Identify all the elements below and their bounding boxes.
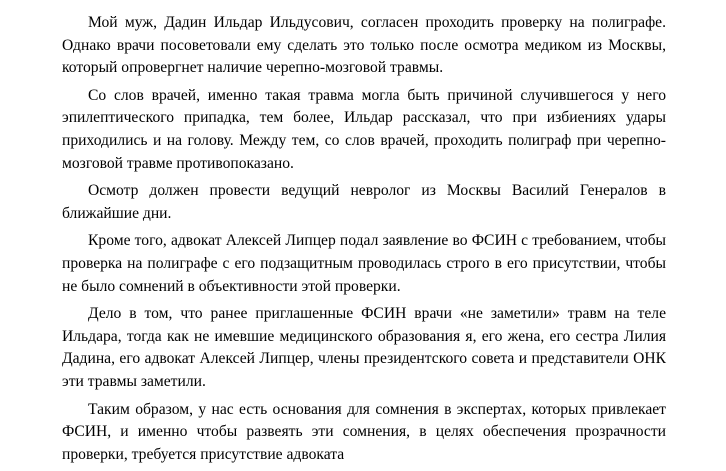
paragraph-1: Мой муж, Дадин Ильдар Ильдусович, согласен проходить проверку на полиграфе. Однако врачи посоветовали ему сделать это только после осмотра медиком из Москвы, который опровергнет наличие черепно-мозговой травмы. — [62, 14, 666, 77]
paragraph-3: Осмотр должен провести ведущий невролог из Москвы Василий Генералов в ближайшие дни. — [62, 182, 666, 222]
paragraph-6: Таким образом, у нас есть основания для сомнения в экспертах, которых привлекает ФСИН, и именно чтобы развеять эти сомнения, в целях обеспечения прозрачности проверки, требуется присутствие адвоката — [62, 400, 666, 463]
document-body — [62, 12, 666, 471]
paragraph-5: Дело в том, что ранее приглашенные ФСИН врачи «не заметили» травм на теле Ильдара, тогда как не имевшие медицинского образования я, его жена, его сестра Лилия Дадина, его адвокат Алексей Липцер, члены президентского совета и представители ОНК эти травмы заметили. — [62, 305, 666, 390]
paragraph-2: Со слов врачей, именно такая травма могла быть причиной случившегося у него эпилептического припадка, тем более, Ильдар рассказал, что при избиениях удары приходились и на голову. Между тем, со слов врачей, проходить полиграф при черепно-мозговой травме противопоказано. — [62, 86, 666, 172]
paragraph-4: Кроме того, адвокат Алексей Липцер подал заявление во ФСИН с требованием, чтобы проверка на полиграфе с его подзащитным проводилась строго в его присутствии, чтобы не было сомнений в объективности этой проверки. — [62, 232, 666, 295]
